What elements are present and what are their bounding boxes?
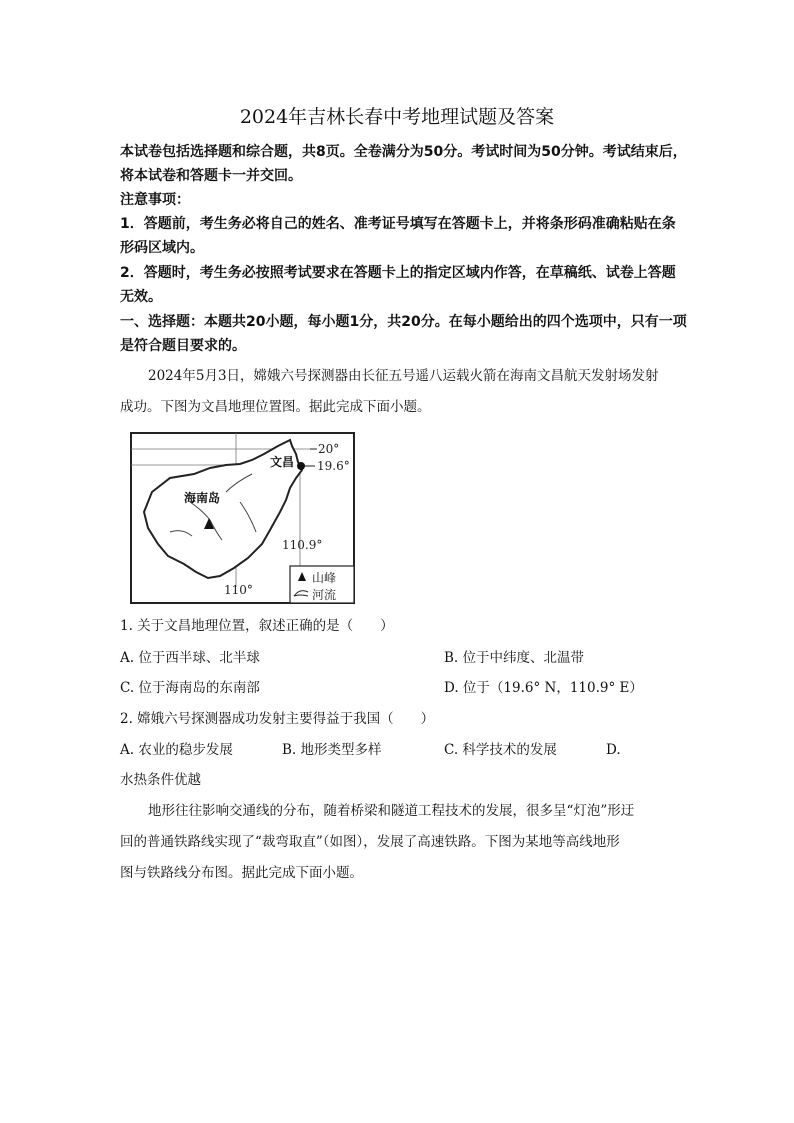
question-2-option-d-label: D. — [606, 742, 621, 758]
intro-line-2: 将本试卷和答题卡一并交回。 — [120, 168, 302, 184]
legend-river-label: 河流 — [312, 588, 337, 602]
intro-line-1: 本试卷包括选择题和综合题，共8页。全卷满分为50分。考试时间为50分钟。考试结束后， — [120, 144, 687, 160]
question-1-option-c: C. 位于海南岛的东南部 — [120, 680, 260, 696]
lon-110-label: 110° — [224, 583, 253, 597]
section-1-line-2: 是符合题目要求的。 — [120, 338, 246, 354]
question-1-option-d: D. 位于（19.6° N，110.9° E） — [444, 680, 643, 696]
note-1-line-2: 形码区域内。 — [120, 240, 204, 256]
page-title: 2024年吉林长春中考地理试题及答案 — [239, 106, 555, 128]
question-2-stem: 2. 嫦娥六号探测器成功发射主要得益于我国（ ） — [120, 711, 435, 727]
passage-2-line-2: 回的普通铁路线实现了“裁弯取直”（如图），发展了高速铁路。下图为某地等高线地形 — [120, 834, 620, 850]
notice-heading: 注意事项： — [120, 192, 190, 208]
question-2-option-a: A. 农业的稳步发展 — [120, 742, 233, 758]
wenchang-location-map — [130, 432, 355, 604]
question-2-option-b: B. 地形类型多样 — [282, 742, 382, 758]
passage-1-line-1: 2024年5月3日，嫦娥六号探测器由长征五号遥八运载火箭在海南文昌航天发射场发射 — [148, 368, 659, 384]
note-2-line-1: 2．答题时，考生务必按照考试要求在答题卡上的指定区域内作答，在草稿纸、试卷上答题 — [120, 265, 676, 281]
hainan-island-label: 海南岛 — [184, 491, 221, 505]
passage-2-line-1: 地形往往影响交通线的分布，随着桥梁和隧道工程技术的发展，很多呈“灯泡”形迂 — [148, 803, 635, 819]
passage-2-line-3: 图与铁路线分布图。据此完成下面小题。 — [120, 865, 363, 881]
question-1-option-b: B. 位于中纬度、北温带 — [444, 650, 585, 666]
question-2-option-c: C. 科学技术的发展 — [444, 742, 557, 758]
wenchang-marker — [297, 462, 305, 470]
question-1-option-a: A. 位于西半球、北半球 — [120, 650, 260, 666]
passage-1-line-2: 成功。下图为文昌地理位置图。据此完成下面小题。 — [120, 399, 431, 415]
note-1-line-1: 1．答题前，考生务必将自己的姓名、准考证号填写在答题卡上，并将条形码准确粘贴在条 — [120, 216, 676, 232]
lat-20-label: 20° — [318, 442, 340, 456]
question-2-option-d-text: 水热条件优越 — [120, 772, 201, 788]
note-2-line-2: 无效。 — [120, 289, 162, 305]
lat-196-label: 19.6° — [317, 459, 350, 473]
section-1-line-1: 一、选择题：本题共20小题，每小题1分，共20分。在每小题给出的四个选项中，只有一项 — [120, 314, 687, 330]
lon-1109-label: 110.9° — [282, 538, 323, 552]
legend-peak-label: 山峰 — [312, 571, 337, 585]
question-1-stem: 1. 关于文昌地理位置，叙述正确的是（ ） — [120, 618, 394, 634]
wenchang-label: 文昌 — [270, 455, 295, 469]
